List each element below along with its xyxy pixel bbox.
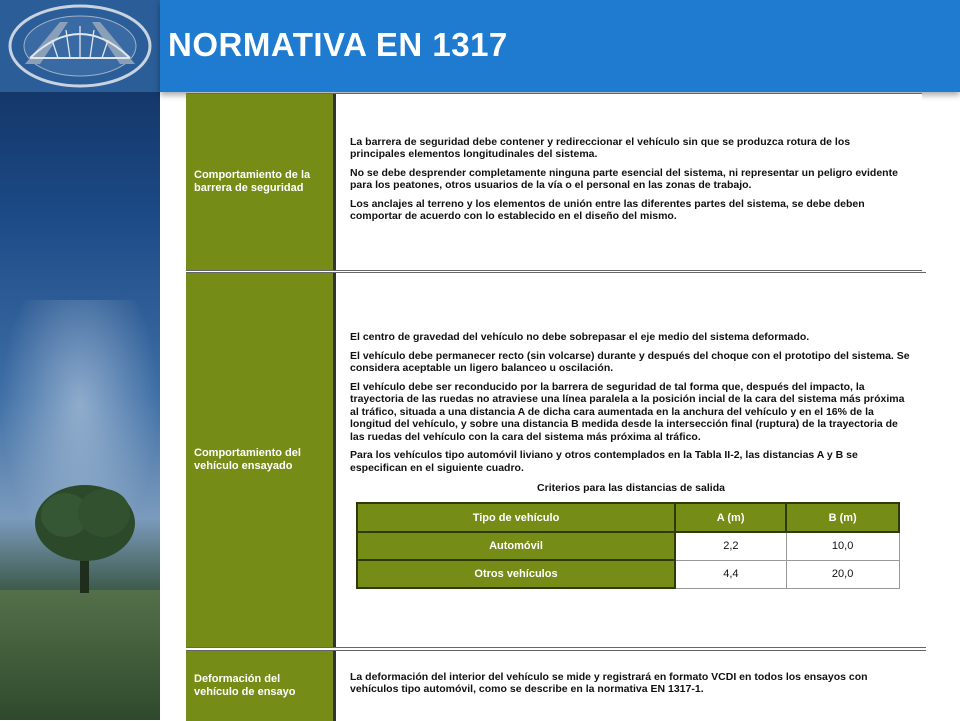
table-row-header: Otros vehículos (357, 560, 675, 588)
page-title: NORMATIVA EN 1317 (168, 26, 508, 63)
table-cell: 4,4 (675, 560, 786, 588)
paragraph: Los anclajes al terreno y los elementos de unión entre las diferentes partes del sistema, se debe deben comportar de acuerdo con lo establecido en el diseño del mismo. (350, 197, 865, 222)
section-label-text: Deformación del vehículo de ensayo (194, 673, 296, 698)
paragraph: El vehículo debe permanecer recto (sin volcarse) durante y después del choque con el prototipo del sistema. Se considera aceptable un ligero balanceo u oscilación. (350, 349, 910, 374)
section-label-text: Comportamiento del vehículo ensayado (194, 447, 301, 472)
table-title: Criterios para las distancias de salida (537, 482, 725, 494)
table-cell: 2,2 (675, 532, 786, 560)
section-label-text: Comportamiento de la barrera de seguridad (194, 169, 311, 194)
section-vehicle-deformation (186, 650, 926, 721)
section-body (336, 651, 926, 721)
section-label (186, 273, 336, 647)
section-body (336, 273, 926, 647)
university-logo (0, 0, 160, 92)
logo-area (0, 0, 160, 92)
paragraph: El centro de gravedad del vehículo no debe sobrepasar el eje medio del sistema deformado. (350, 331, 810, 343)
table-cell: 10,0 (786, 532, 899, 560)
paragraph: El vehículo debe ser reconducido por la barrera de seguridad de tal forma que, después del impacto, la trayectoria de las ruedas no atraviese una línea paralela a la posición incial de la cara del sistema más próxima al tráfico, situada a una distancia A de dicha cara aumentada en la anchura del vehículo y en el 16% de la longitud del vehículo, y sobre una distancia B medida desde la intersección final (ruptura) de la trayectoria de las ruedas del vehículo con la cara del sistema más próxima al tráfico. (350, 380, 905, 443)
tree-icon (30, 475, 140, 595)
grass-field (0, 590, 160, 720)
table-header: A (m) (675, 503, 786, 532)
table-header: B (m) (786, 503, 899, 532)
table-cell: 20,0 (786, 560, 899, 588)
table-row (357, 532, 899, 560)
exit-distance-table (356, 502, 900, 589)
sidebar-background (0, 0, 160, 720)
paragraph: La deformación del interior del vehículo se mide y registrará en formato VCDI en todos los ensayos con vehículos tipo automóvil, como se describe en la normativa EN 1317-1. (350, 670, 868, 695)
section-barrier-behavior (186, 93, 922, 271)
table-header-row (357, 503, 899, 532)
table-header: Tipo de vehículo (357, 503, 675, 532)
paragraph: La barrera de seguridad debe contener y redireccionar el vehículo sin que se produzca rotura de los principales elementos longitudinales del sistema. (350, 135, 851, 160)
title-bar (160, 0, 960, 92)
section-body (336, 94, 922, 270)
table-row-header: Automóvil (357, 532, 675, 560)
section-label (186, 651, 336, 721)
paragraph: Para los vehículos tipo automóvil liviano y otros contemplados en la Tabla II-2, las distancias A y B se especifican en el siguiente cuadro. (350, 449, 858, 474)
section-vehicle-behavior (186, 272, 926, 648)
section-label (186, 94, 336, 270)
table-row (357, 560, 899, 588)
paragraph: No se debe desprender completamente ninguna parte esencial del sistema, ni representar un peligro evidente para los peatones, otros usuarios de la vía o el personal en las zonas de trabajo. (350, 166, 898, 191)
